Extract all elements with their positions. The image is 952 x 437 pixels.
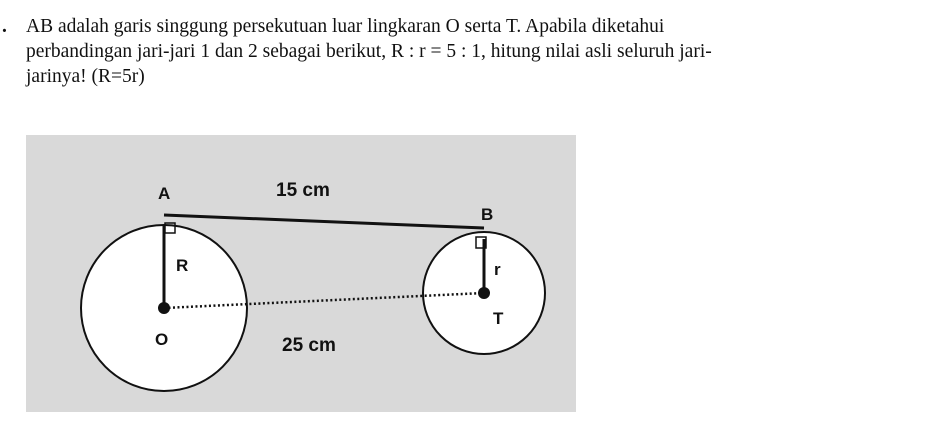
label-point-a: A: [158, 184, 171, 203]
label-center-t: T: [493, 309, 504, 328]
question-line-1: AB adalah garis singgung persekutuan luar lingkaran O serta T. Apabila diketahui: [26, 16, 665, 37]
center-point-o: [158, 302, 170, 314]
label-center-o: O: [155, 330, 169, 349]
question-bullet: .: [2, 16, 7, 37]
label-radius-big: R: [176, 256, 189, 275]
question-line-3: jarinya! (R=5r): [26, 66, 145, 87]
label-tangent-length: 15 cm: [276, 180, 330, 201]
diagram-svg: [26, 135, 576, 412]
center-point-t: [478, 287, 490, 299]
tangent-diagram: [26, 135, 576, 412]
question-text: [0, 14, 930, 89]
label-center-distance: 25 cm: [282, 335, 336, 356]
label-radius-small: r: [494, 260, 501, 279]
question-line-2: perbandingan jari-jari 1 dan 2 sebagai berikut, R : r = 5 : 1, hitung nilai asli seluruh jari-: [26, 41, 712, 62]
label-point-b: B: [481, 205, 494, 224]
question-body: [26, 14, 930, 89]
